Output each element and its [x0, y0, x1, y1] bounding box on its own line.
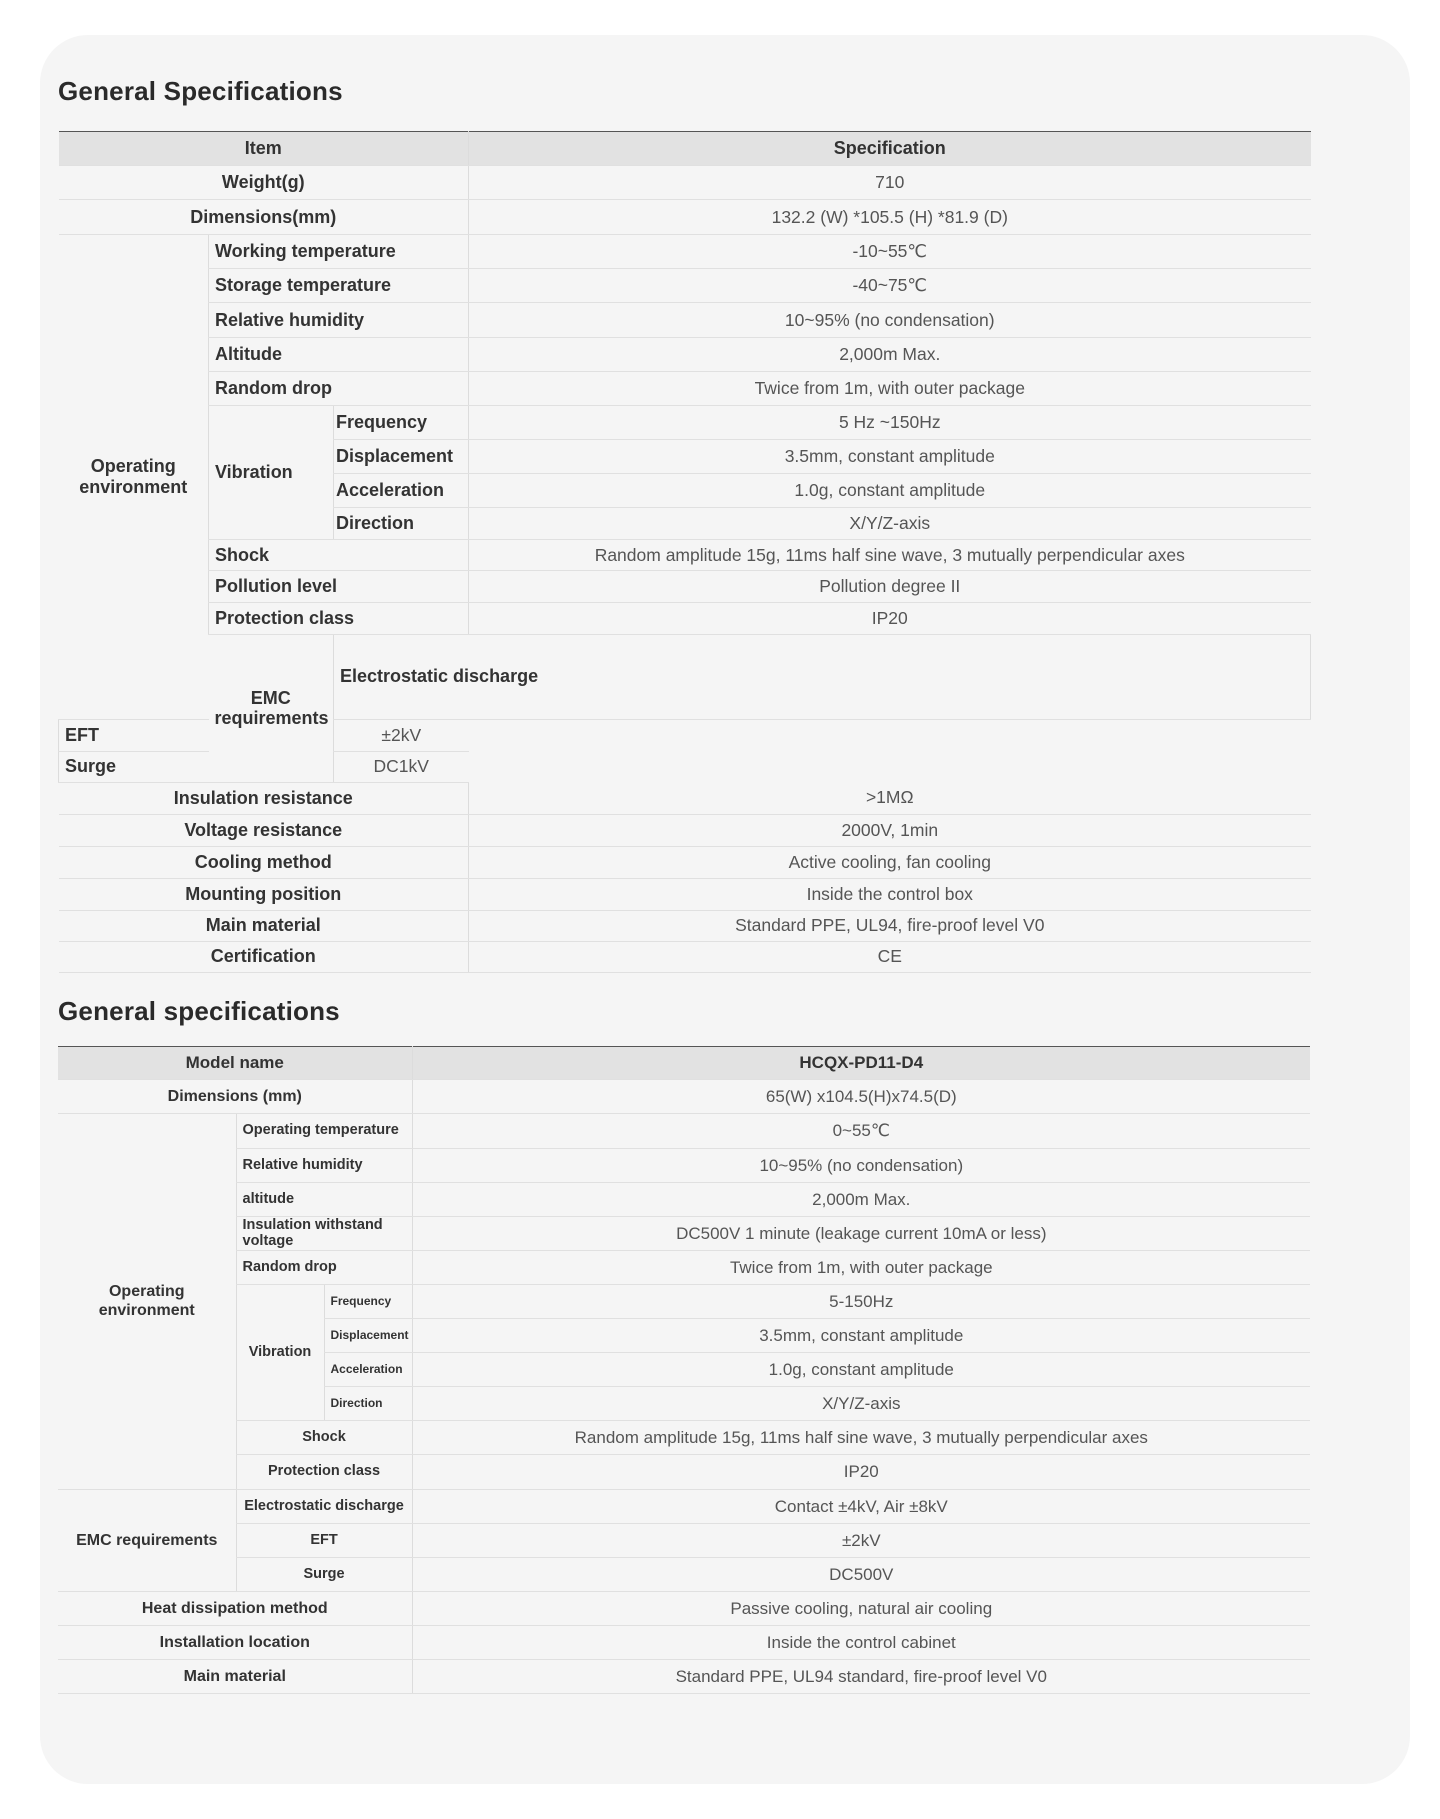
surge-label: Surge — [59, 751, 334, 782]
working-temperature-label: Working temperature — [209, 235, 469, 269]
installation-location-value: Inside the control cabinet — [412, 1626, 1310, 1660]
protection-class-label: Protection class — [236, 1455, 412, 1490]
table-row — [58, 1183, 1310, 1217]
dimensions-label: Dimensions(mm) — [59, 200, 469, 235]
altitude-label: altitude — [236, 1183, 412, 1217]
shock-label: Shock — [209, 540, 469, 571]
protection-class-value: IP20 — [412, 1455, 1310, 1490]
table-row — [59, 751, 1311, 782]
eft-value: ±2kV — [412, 1524, 1310, 1558]
pollution-level-value: Pollution degree II — [469, 571, 1311, 603]
surge-value: DC500V — [412, 1558, 1310, 1592]
insulation-voltage-value: DC500V 1 minute (leakage current 10mA or less) — [412, 1217, 1310, 1251]
table-row — [58, 1421, 1310, 1455]
main-material-label: Main material — [58, 1660, 412, 1694]
voltage-resistance-label: Voltage resistance — [59, 814, 469, 846]
dimensions-value: 65(W) x104.5(H)x74.5(D) — [412, 1080, 1310, 1114]
acceleration-value: 1.0g, constant amplitude — [469, 474, 1311, 508]
storage-temperature-label: Storage temperature — [209, 269, 469, 303]
table-header-row — [59, 132, 1311, 166]
operating-temperature-label: Operating temperature — [236, 1114, 412, 1149]
esd-label: Electrostatic discharge — [236, 1490, 412, 1524]
dimensions-value: 132.2 (W) *105.5 (H) *81.9 (D) — [469, 200, 1311, 235]
table-row — [59, 814, 1311, 846]
storage-temperature-value: -40~75℃ — [469, 269, 1311, 303]
random-drop-label: Random drop — [236, 1251, 412, 1285]
header-item: Item — [59, 132, 469, 166]
table-row — [59, 846, 1311, 878]
mounting-position-label: Mounting position — [59, 878, 469, 910]
direction-label: Direction — [324, 1387, 412, 1421]
random-drop-value: Twice from 1m, with outer package — [412, 1251, 1310, 1285]
table-row — [58, 1455, 1310, 1490]
operating-temperature-value: 0~55℃ — [412, 1114, 1310, 1149]
table-row — [59, 303, 1311, 338]
cooling-method-value: Active cooling, fan cooling — [469, 846, 1311, 878]
insulation-resistance-label: Insulation resistance — [59, 782, 469, 814]
table-row — [59, 338, 1311, 372]
table-row — [59, 406, 1311, 440]
direction-value: X/Y/Z-axis — [412, 1387, 1310, 1421]
relative-humidity-value: 10~95% (no condensation) — [412, 1149, 1310, 1183]
emc-requirements-label: EMC requirements — [58, 1490, 236, 1592]
table-row — [59, 540, 1311, 571]
dimensions-label: Dimensions (mm) — [58, 1080, 412, 1114]
table-row — [59, 603, 1311, 635]
eft-value: ±2kV — [334, 719, 469, 751]
table-row — [58, 1626, 1310, 1660]
table-row — [59, 372, 1311, 406]
relative-humidity-label: Relative humidity — [209, 303, 469, 338]
table-row — [59, 635, 1311, 720]
table-row — [59, 166, 1311, 200]
insulation-resistance-value: >1MΩ — [469, 782, 1311, 814]
table-row — [58, 1217, 1310, 1251]
frequency-value: 5 Hz ~150Hz — [469, 406, 1311, 440]
operating-environment-label: Operating environment — [59, 235, 209, 720]
general-specifications-table-model — [58, 1046, 1310, 1694]
table-row — [58, 1251, 1310, 1285]
certification-value: CE — [469, 941, 1311, 972]
surge-label: Surge — [236, 1558, 412, 1592]
main-material-value: Standard PPE, UL94 standard, fire-proof level V0 — [412, 1660, 1310, 1694]
eft-label: EFT — [236, 1524, 412, 1558]
table-row — [59, 571, 1311, 603]
installation-location-label: Installation location — [58, 1626, 412, 1660]
displacement-label: Displacement — [334, 440, 469, 474]
cooling-method-label: Cooling method — [59, 846, 469, 878]
table-row — [58, 1592, 1310, 1626]
displacement-value: 3.5mm, constant amplitude — [469, 440, 1311, 474]
weight-label: Weight(g) — [59, 166, 469, 200]
altitude-value: 2,000m Max. — [469, 338, 1311, 372]
vibration-label: Vibration — [236, 1285, 324, 1421]
operating-environment-label: Operating environment — [58, 1114, 236, 1490]
protection-class-value: IP20 — [469, 603, 1311, 635]
frequency-label: Frequency — [324, 1285, 412, 1319]
mounting-position-value: Inside the control box — [469, 878, 1311, 910]
shock-value: Random amplitude 15g, 11ms half sine wave, 3 mutually perpendicular axes — [412, 1421, 1310, 1455]
header-specification: Specification — [469, 132, 1311, 166]
table-row — [58, 1149, 1310, 1183]
certification-label: Certification — [59, 941, 469, 972]
table-row — [59, 941, 1311, 972]
altitude-value: 2,000m Max. — [412, 1183, 1310, 1217]
relative-humidity-value: 10~95% (no condensation) — [469, 303, 1311, 338]
altitude-label: Altitude — [209, 338, 469, 372]
direction-value: X/Y/Z-axis — [469, 508, 1311, 540]
esd-value: Contact ±4kV, Air ±8kV — [412, 1490, 1310, 1524]
table-row — [58, 1285, 1310, 1319]
main-material-label: Main material — [59, 910, 469, 941]
direction-label: Direction — [334, 508, 469, 540]
general-specifications-table — [58, 131, 1311, 973]
table-row — [58, 1490, 1310, 1524]
main-material-value: Standard PPE, UL94, fire-proof level V0 — [469, 910, 1311, 941]
working-temperature-value: -10~55℃ — [469, 235, 1311, 269]
frequency-value: 5-150Hz — [412, 1285, 1310, 1319]
table-row — [59, 235, 1311, 269]
random-drop-value: Twice from 1m, with outer package — [469, 372, 1311, 406]
table-row — [58, 1558, 1310, 1592]
displacement-value: 3.5mm, constant amplitude — [412, 1319, 1310, 1353]
shock-value: Random amplitude 15g, 11ms half sine wave, 3 mutually perpendicular axes — [469, 540, 1311, 571]
emc-requirements-label: EMC requirements — [209, 635, 334, 783]
acceleration-label: Acceleration — [334, 474, 469, 508]
weight-value: 710 — [469, 166, 1311, 200]
table-header-row — [58, 1047, 1310, 1080]
header-model-value: HCQX-PD11-D4 — [412, 1047, 1310, 1080]
pollution-level-label: Pollution level — [209, 571, 469, 603]
relative-humidity-label: Relative humidity — [236, 1149, 412, 1183]
acceleration-value: 1.0g, constant amplitude — [412, 1353, 1310, 1387]
table-row — [59, 910, 1311, 941]
insulation-voltage-label: Insulation withstand voltage — [236, 1217, 412, 1251]
heat-dissipation-value: Passive cooling, natural air cooling — [412, 1592, 1310, 1626]
heat-dissipation-label: Heat dissipation method — [58, 1592, 412, 1626]
surge-value: DC1kV — [334, 751, 469, 782]
table-row — [58, 1524, 1310, 1558]
displacement-label: Displacement — [324, 1319, 412, 1353]
table-row — [59, 878, 1311, 910]
section-title: General specifications — [58, 996, 340, 1026]
shock-label: Shock — [236, 1421, 412, 1455]
esd-label: Electrostatic discharge — [334, 635, 1311, 720]
header-model-name: Model name — [58, 1047, 412, 1080]
acceleration-label: Acceleration — [324, 1353, 412, 1387]
table-row — [58, 1114, 1310, 1149]
section-title: General Specifications — [58, 76, 343, 106]
table-row — [59, 782, 1311, 814]
table-row — [58, 1080, 1310, 1114]
table-row — [58, 1660, 1310, 1694]
random-drop-label: Random drop — [209, 372, 469, 406]
eft-label: EFT — [59, 719, 334, 751]
protection-class-label: Protection class — [209, 603, 469, 635]
voltage-resistance-value: 2000V, 1min — [469, 814, 1311, 846]
table-row — [59, 200, 1311, 235]
frequency-label: Frequency — [334, 406, 469, 440]
vibration-label: Vibration — [209, 406, 334, 540]
table-row — [59, 269, 1311, 303]
